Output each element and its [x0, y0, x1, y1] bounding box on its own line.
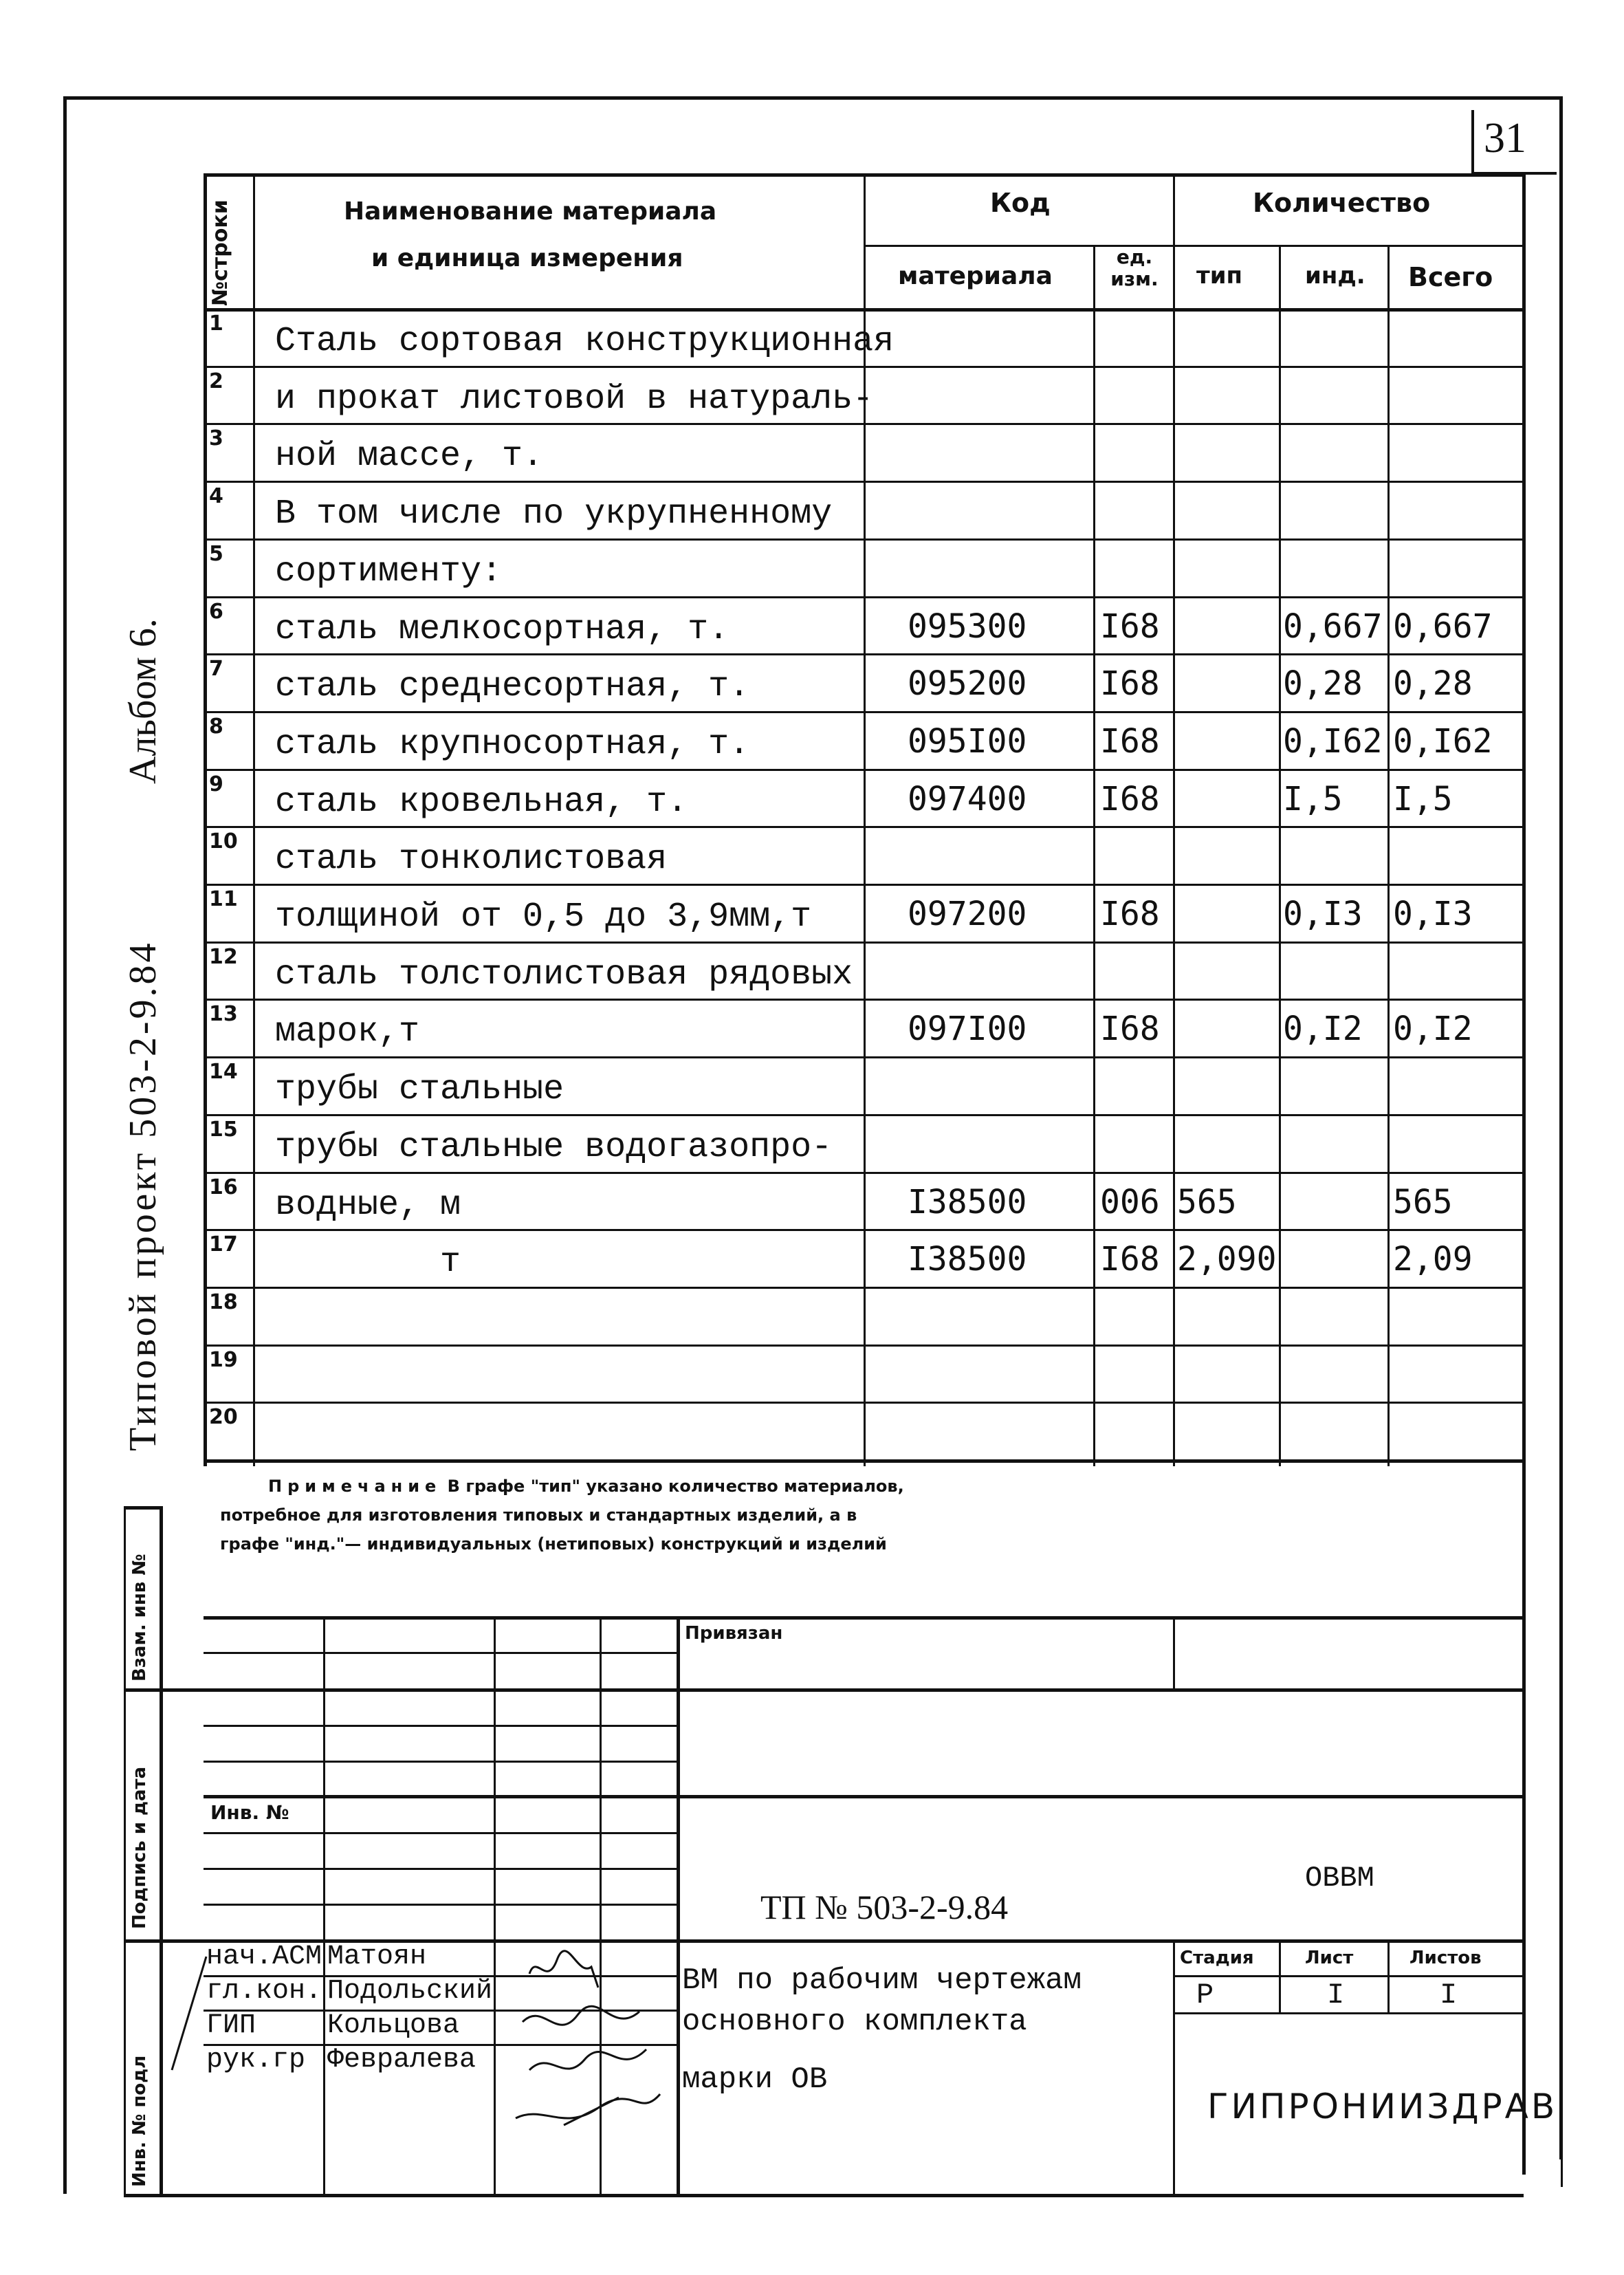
stamp-line-d [204, 1761, 678, 1763]
row-number: 7 [209, 657, 223, 682]
header-qty-type: тип [1196, 262, 1243, 290]
stamp-side-div2 [124, 1939, 204, 1943]
frame-top [63, 96, 1562, 100]
table-border-right [1522, 173, 1526, 2175]
row-total: I,5 [1393, 779, 1453, 818]
row-unit: I68 [1100, 1240, 1160, 1279]
stamp-line-g [204, 1868, 678, 1870]
sheets-header: Листов [1409, 1948, 1482, 1968]
page-number: 31 [1484, 115, 1526, 162]
row-name: В том числе по укрупненному [275, 494, 833, 534]
stamp-v5 [1173, 1616, 1175, 1688]
header-mid-line [864, 245, 1524, 247]
row-separator [204, 538, 1524, 541]
row-separator [204, 1114, 1524, 1116]
row-unit: I68 [1100, 895, 1160, 933]
header-name-line2: и единица измерения [371, 244, 683, 272]
header-code-unit: ед. изм. [1110, 246, 1159, 290]
sheet-header: Лист [1305, 1948, 1354, 1968]
row-unit: I68 [1100, 607, 1160, 646]
row-number: 19 [209, 1347, 238, 1372]
row-number: 5 [209, 541, 223, 566]
header-code-material: материала [898, 262, 1053, 290]
header-row-no: №строки [208, 199, 232, 306]
privyazan-label: Привязан [685, 1623, 783, 1644]
row-separator [204, 1229, 1524, 1231]
row-number: 10 [209, 829, 238, 854]
table-bottom [204, 1459, 1524, 1463]
row-code: 097200 [908, 895, 1027, 933]
row-number: 6 [209, 599, 223, 624]
row-name: и прокат листовой в натураль- [275, 379, 874, 419]
row-code: 097I00 [908, 1010, 1027, 1049]
signer-name: Кольцова [327, 2010, 460, 2041]
row-number: 1 [209, 312, 223, 336]
signer-role: гл.кон. [206, 1976, 322, 2007]
row-number: 8 [209, 714, 223, 739]
stamp-top-line [204, 1616, 1524, 1620]
row-code: I38500 [908, 1240, 1027, 1279]
row-separator [204, 1402, 1524, 1404]
row-name: толщиной от 0,5 до 3,9мм,т [275, 897, 812, 937]
inv-no-label: Инв. № [210, 1801, 289, 1824]
row-separator [204, 941, 1524, 944]
side-title-album: Альбом 6. [122, 618, 164, 784]
row-number: 11 [209, 887, 238, 911]
row-total: 0,667 [1393, 607, 1493, 646]
slash-mark [165, 1953, 213, 2077]
stamp-side-left [124, 1506, 126, 2194]
doc-title-line3: марки ОВ [682, 2062, 828, 2097]
row-total: 0,I2 [1393, 1010, 1473, 1049]
row-number: 16 [209, 1175, 238, 1199]
stage-header: Стадия [1180, 1948, 1254, 1968]
row-number: 14 [209, 1060, 238, 1085]
row-type: 565 [1177, 1182, 1237, 1221]
header-quantity: Количество [1253, 188, 1431, 218]
stamp-side-div1 [124, 1688, 204, 1692]
row-separator [204, 423, 1524, 425]
signer-name: Матоян [327, 1941, 427, 1972]
stamp-line-stage1 [1173, 1975, 1524, 1977]
note-text: В графе "тип" указано количество материалов, потребное для изготовления типовых и стандартных изделий, а в графе "инд."— индивидуальных (нетиповых) конструкций и изделий [220, 1477, 904, 1554]
row-name: сталь крупносортная, т. [275, 724, 750, 764]
row-unit: I68 [1100, 779, 1160, 818]
frame-right-tail [1561, 2159, 1563, 2187]
header-qty-ind: инд. [1305, 262, 1365, 290]
stamp-label-podpis: Подпись и дата [129, 1766, 150, 1929]
stamp-v1 [323, 1616, 325, 2194]
stamp-line-stage2 [1173, 2012, 1524, 2014]
row-total: 0,I62 [1393, 721, 1493, 761]
row-name: ной массе, т. [275, 437, 544, 477]
row-code: 095I00 [908, 721, 1027, 761]
stamp-side-right [160, 1506, 163, 2194]
table-top [204, 173, 1524, 177]
frame-right [1559, 96, 1563, 2159]
col-line-unit [1093, 245, 1095, 1466]
row-number: 12 [209, 944, 238, 969]
row-number: 17 [209, 1232, 238, 1257]
row-code: 097400 [908, 779, 1027, 818]
signer-role: нач.АСМ [206, 1941, 322, 1972]
row-number: 9 [209, 772, 223, 796]
signature-2 [523, 2006, 639, 2025]
header-bottom [204, 308, 1524, 312]
note-block [220, 1472, 908, 1558]
row-separator [204, 1172, 1524, 1174]
col-line-type [1279, 245, 1281, 1466]
row-separator [204, 711, 1524, 713]
row-name: сталь толстолистовая рядовых [275, 955, 853, 994]
row-ind: 0,I3 [1283, 895, 1363, 933]
row-separator [204, 769, 1524, 771]
row-number: 4 [209, 484, 223, 509]
row-total: 565 [1393, 1182, 1453, 1221]
row-separator [204, 481, 1524, 483]
stamp-v6 [1173, 1939, 1175, 2194]
row-unit: 006 [1100, 1182, 1160, 1221]
row-number: 18 [209, 1289, 238, 1314]
row-type: 2,090 [1177, 1240, 1277, 1279]
row-name: т [440, 1243, 461, 1283]
row-total: 0,I3 [1393, 895, 1473, 933]
row-separator [204, 596, 1524, 598]
header-code: Код [990, 188, 1051, 218]
row-separator [204, 366, 1524, 368]
stamp-line-a [204, 1652, 678, 1654]
row-separator [204, 884, 1524, 886]
row-name: марок,т [275, 1012, 420, 1052]
stamp-line-f [204, 1832, 678, 1834]
signer-role: рук.гр [206, 2045, 306, 2076]
row-ind: 0,I2 [1283, 1010, 1363, 1049]
sheets-value: I [1440, 1979, 1458, 2012]
frame-left [63, 96, 67, 2194]
note-label: Примечание [268, 1477, 442, 1496]
row-unit: I68 [1100, 721, 1160, 761]
col-line-ind [1387, 245, 1390, 1466]
row-number: 20 [209, 1405, 238, 1430]
row-total: 2,09 [1393, 1240, 1473, 1279]
stamp-bottom [124, 2194, 1524, 2197]
row-name: сортименту: [275, 552, 503, 591]
organization: ГИПРОНИИЗДРАВ [1207, 2087, 1558, 2126]
signatures [481, 1946, 688, 2180]
signer-name: Подольский [327, 1976, 493, 2007]
row-name: сталь мелкосортная, т. [275, 609, 729, 649]
row-code: 095300 [908, 607, 1027, 646]
row-number: 2 [209, 369, 223, 393]
row-name: Сталь сортовая конструкционная [275, 322, 895, 361]
row-name: сталь тонколистовая [275, 840, 668, 880]
row-code: 095200 [908, 664, 1027, 704]
side-title-project: Типовой проект 503-2-9.84 [122, 940, 164, 1451]
header-qty-total: Всего [1408, 262, 1493, 292]
signature-1 [529, 1951, 598, 1988]
project-code: ТП № 503-2-9.84 [760, 1888, 1009, 1926]
signature-4 [516, 2094, 660, 2125]
row-name: трубы стальные [275, 1070, 564, 1110]
row-separator [204, 999, 1524, 1001]
row-ind: 0,I62 [1283, 721, 1383, 761]
row-separator [204, 1287, 1524, 1289]
doc-title-line2: основного комплекта [682, 2005, 1027, 2039]
row-number: 3 [209, 426, 223, 451]
row-total: 0,28 [1393, 664, 1473, 704]
sheet-value: I [1327, 1979, 1345, 2012]
row-separator [204, 1345, 1524, 1347]
row-ind: I,5 [1283, 779, 1343, 818]
signer-role: ГИП [206, 2010, 256, 2041]
row-name: сталь кровельная, т. [275, 782, 688, 822]
row-separator [204, 826, 1524, 828]
doc-mark: ОВВМ [1305, 1862, 1374, 1895]
row-unit: I68 [1100, 1010, 1160, 1049]
stage-value: Р [1196, 1979, 1214, 2012]
row-name: водные, м [275, 1185, 461, 1225]
row-number: 15 [209, 1117, 238, 1142]
stamp-side-top [124, 1506, 162, 1510]
row-name: трубы стальные водогазопро- [275, 1127, 833, 1167]
stamp-label-vzam: Взам. инв № [129, 1554, 150, 1681]
stamp-line-b [204, 1688, 1524, 1692]
signature-3 [529, 2049, 646, 2070]
row-unit: I68 [1100, 664, 1160, 704]
stamp-line-e [204, 1795, 1524, 1798]
stamp-label-inv-podl: Инв. № подл [129, 2055, 150, 2187]
stamp-v8 [1387, 1939, 1390, 2012]
row-name: сталь среднесортная, т. [275, 667, 750, 707]
stamp-line-c [204, 1725, 678, 1727]
header-name-line1: Наименование материала [344, 197, 717, 226]
row-separator [204, 653, 1524, 655]
stamp-line-h [204, 1904, 678, 1906]
doc-title-line1: ВМ по рабочим чертежам [682, 1963, 1082, 1998]
row-ind: 0,28 [1283, 664, 1363, 704]
signer-name: Февралева [327, 2045, 476, 2076]
row-separator [204, 1056, 1524, 1058]
row-code: I38500 [908, 1182, 1027, 1221]
stamp-v7 [1279, 1939, 1281, 2012]
row-number: 13 [209, 1002, 238, 1027]
row-ind: 0,667 [1283, 607, 1383, 646]
